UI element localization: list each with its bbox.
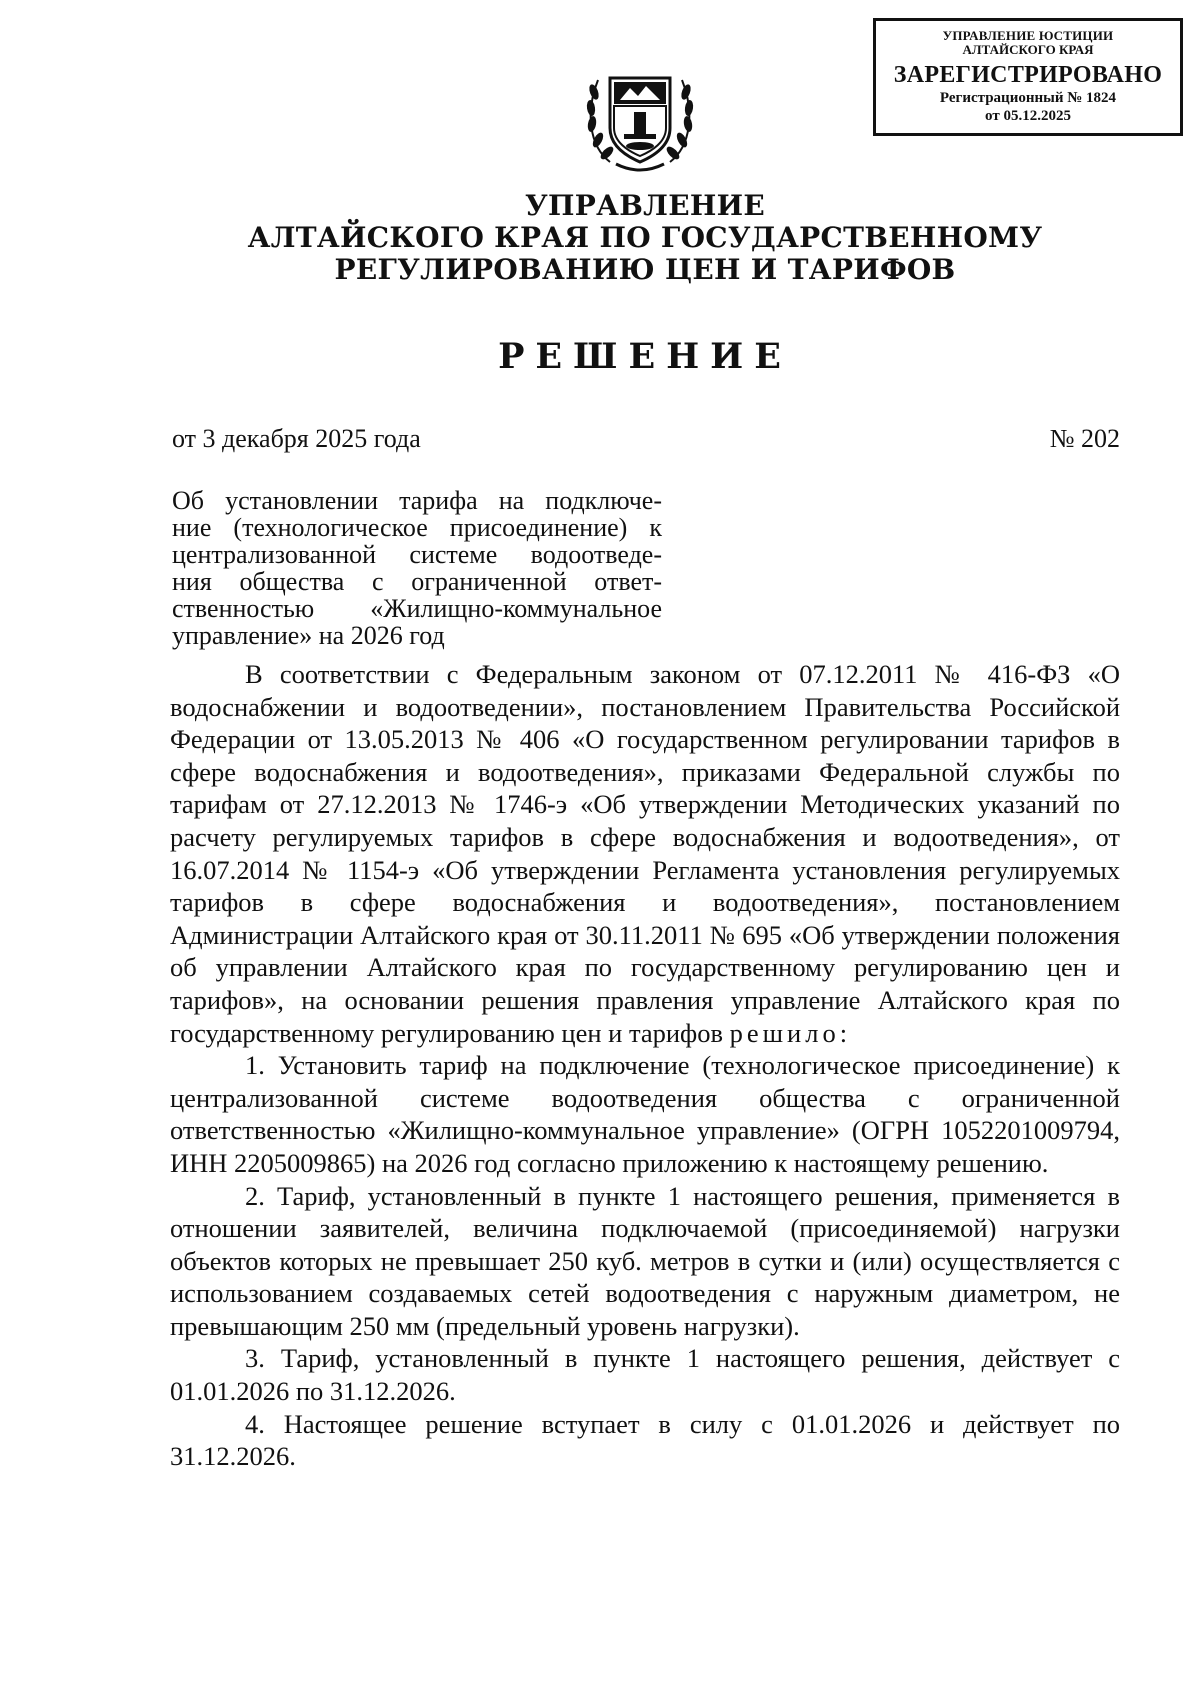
subject-line: управление» на 2026 год <box>172 621 445 650</box>
document-subject <box>172 487 662 649</box>
subject-line: ственностью «Жилищно-коммунальное <box>172 594 662 623</box>
stamp-authority-line1: УПРАВЛЕНИЕ ЮСТИЦИИ <box>942 28 1114 43</box>
resolved-colon: : <box>839 1017 848 1048</box>
resolved-word: решило <box>729 1017 840 1048</box>
decision-item: 2. Тариф, установленный в пункте 1 настоящего решения, применяется в отношении заявителей, величина подключаемой (присоединяемой) нагрузки объектов которых не превышает 250 куб. метров в сутки и (или) осуществляется с использованием создаваемых сетей водоотведения с наружным диаметром, не превышающим 250 мм (предельный уровень нагрузки). <box>170 1180 1120 1341</box>
stamp-status: ЗАРЕГИСТРИРОВАНО <box>893 62 1163 88</box>
coat-of-arms-icon <box>580 50 700 180</box>
decision-item: 4. Настоящее решение вступает в силу с 01.01.2026 и действует по 31.12.2026. <box>170 1408 1120 1472</box>
preamble-text: В соответствии с Федеральным законом от 07.12.2011 № 416-ФЗ «О водоснабжении и водоотведении», постановлением Правительства Российской Федерации от 13.05.2013 № 406 «О государственном регулировании тарифов в сфере водоснабжения и водоотведения», приказами Федеральной службы по тарифам от 27.12.2013 № 1746-э «Об утверждении Методических указаний по расчету регулируемых тарифов в сфере водоснабжения и водоотведения», от 16.07.2014 № 1154-э «Об утверждении Регламента установления регулируемых тарифов в сфере водоснабжения и водоотведения», постановлением Администрации Алтайского края от 30.11.2011 № 695 «Об утверждении положения об управлении Алтайского края по государственному регулированию цен и тарифов», на основании решения правления управление Алтайского края по государственному регулированию цен и тарифов <box>170 659 1120 1048</box>
preamble-paragraph <box>170 658 1120 1049</box>
decision-item: 3. Тариф, установленный в пункте 1 настоящего решения, действует с 01.01.2026 по 31.12.2026. <box>170 1343 1120 1407</box>
document-number: № 202 <box>1049 424 1120 453</box>
stamp-authority-line2: АЛТАЙСКОГО КРАЯ <box>962 42 1094 57</box>
subject-line: Об установлении тарифа на подключе- <box>172 486 662 515</box>
subject-line: централизованной системе водоотведе- <box>172 540 662 569</box>
heading-line2: АЛТАЙСКОГО КРАЯ ПО ГОСУДАРСТВЕННОМУ <box>247 221 1043 254</box>
heading-line3: РЕГУЛИРОВАНИЮ ЦЕН И ТАРИФОВ <box>334 253 956 286</box>
document-date: от 3 декабря 2025 года <box>172 424 421 453</box>
stamp-reg-number: Регистрационный № 1824 <box>939 90 1117 106</box>
document-type-title: РЕШЕНИЕ <box>498 336 792 377</box>
heading-line1: УПРАВЛЕНИЕ <box>524 189 766 222</box>
decision-item: 1. Установить тариф на подключение (технологическое присоединение) к централизованной системе водоотведения общества с ограниченной ответственностью «Жилищно-коммунальное управление» (ОГРН 1052201009794, ИНН 2205009865) на 2026 год согласно приложению к настоящему решению. <box>170 1050 1120 1178</box>
stamp-reg-date: от 05.12.2025 <box>985 108 1071 124</box>
registration-stamp <box>873 18 1183 136</box>
subject-line: ния общества с ограниченной ответ- <box>172 567 662 596</box>
issuing-authority-heading <box>0 190 1200 286</box>
document-body <box>170 658 1120 1473</box>
subject-line: ние (технологическое присоединение) к <box>172 513 662 542</box>
